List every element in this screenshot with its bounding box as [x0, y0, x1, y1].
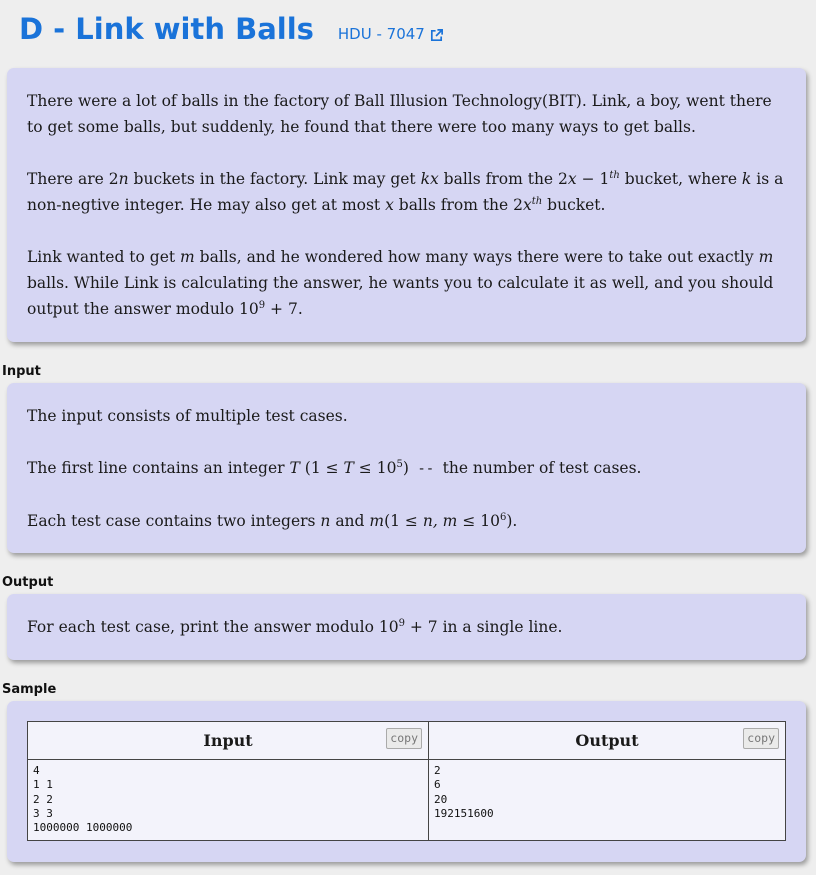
statement-paragraph-1: There were a lot of balls in the factory of Ball Illusion Technology(BIT). Link, a boy, went there to get some balls, but suddenly, he found that there were too many ways to get balls.	[27, 92, 772, 136]
sample-input-text[interactable]: 4 1 1 2 2 3 3 1000000 1000000	[33, 764, 133, 835]
page-title: D - Link with Balls	[19, 12, 314, 46]
source-link[interactable]	[338, 25, 444, 43]
external-link-icon[interactable]	[429, 28, 444, 43]
input-paragraph-1: The input consists of multiple test cases.	[27, 407, 348, 425]
input-card	[7, 383, 806, 553]
source-link-label[interactable]: HDU - 7047	[337, 25, 425, 43]
title-row	[19, 12, 444, 52]
input-paragraph-2: The first line contains an integer T $(1 \le T \le 10^5)$ -- the number of test cases.	[27, 458, 642, 477]
sample-card	[7, 701, 806, 862]
input-paragraph-3: Each test case contains two integers n and m(1 ≤ n, $m \le 10^6$).	[27, 511, 518, 530]
statement-paragraph-2: There are 2n buckets in the factory. Link may get kx balls from the 2x − 1th bucket, where k is a non-negtive integer. He may also get at most x balls from the $2x^{th}$ bucket.	[27, 169, 784, 214]
sample-output-text[interactable]: 2 6 20 192151600	[434, 764, 494, 820]
statement-paragraph-3: Link wanted to get m balls, and he wondered how many ways there were to take out exactly m balls. While Link is calculating the answer, he wants you to calculate it as well, and you should output the answer modulo $10^9 + 7$.	[27, 248, 774, 318]
sample-section-label: Sample	[2, 682, 57, 697]
output-paragraph-1: For each test case, print the answer modulo $10^9 + 7$ in a single line.	[27, 617, 563, 636]
sample-output-cell	[429, 760, 786, 841]
input-section-label: Input	[2, 364, 41, 379]
output-card	[7, 594, 806, 660]
sample-input-header: Input copy	[28, 722, 429, 760]
statement-card	[7, 68, 806, 342]
copy-output-button[interactable]: copy	[743, 728, 779, 749]
sample-table	[27, 721, 786, 841]
output-section-label: Output	[2, 575, 54, 590]
sample-input-cell	[28, 760, 429, 841]
copy-input-button[interactable]: copy	[386, 728, 422, 749]
sample-output-header: Output copy	[429, 722, 786, 760]
